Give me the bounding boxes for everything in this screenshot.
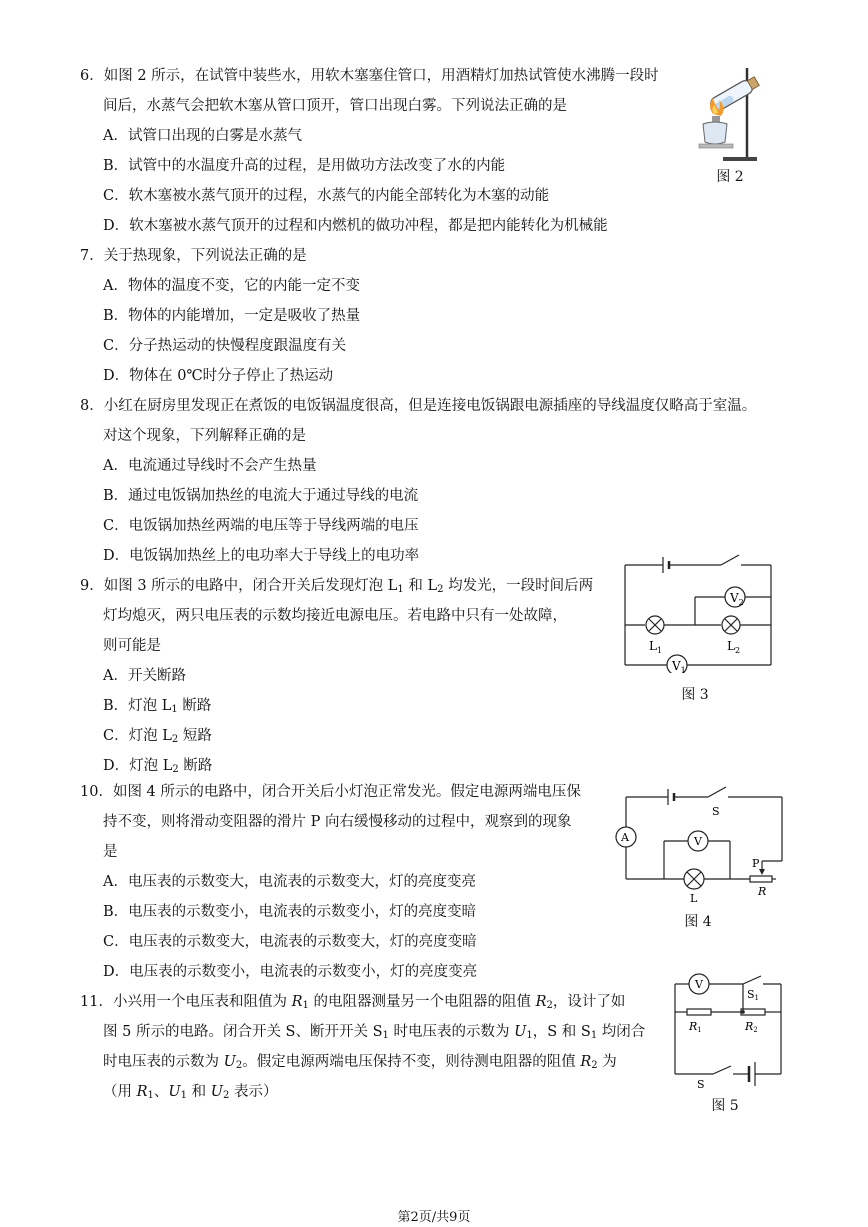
q8-stem-line1: 8．小红在厨房里发现正在煮饭的电饭锅温度很高，但是连接电饭锅跟电源插座的导线温度仅略高于室温。 — [80, 398, 757, 414]
fig5-s-label: S — [697, 1078, 705, 1090]
fig4-ammeter-label: A — [621, 831, 629, 844]
q10-option-d: D．电压表的示数变小，电流表的示数变小，灯的亮度变亮 — [103, 964, 478, 980]
q6-option-d: D．软木塞被水蒸气顶开的过程和内燃机的做功冲程，都是把内能转化为机械能 — [103, 218, 608, 234]
q7-option-d: D．物体在 0℃时分子停止了热运动 — [103, 368, 334, 384]
q10-option-a: A．电压表的示数变大，电流表的示数变大，灯的亮度变亮 — [103, 874, 476, 890]
figure-4-circuit — [612, 785, 792, 905]
q10-stem-line2: 持不变，则将滑动变阻器的滑片 P 向右缓慢移动的过程中，观察到的现象 — [103, 814, 572, 830]
fig3-v1-label: $V_1$ — [672, 659, 686, 673]
page-footer: 第2页/共9页 — [397, 1210, 471, 1225]
q8-option-a: A．电流通过导线时不会产生热量 — [103, 458, 317, 474]
q6-option-c: C．软木塞被水蒸气顶开的过程，水蒸气的内能全部转化为木塞的动能 — [103, 188, 550, 204]
q8-option-d: D．电饭锅加热丝上的电功率大于导线上的电功率 — [103, 548, 420, 564]
q9-stem-line1: 9．如图 3 所示的电路中，闭合开关后发现灯泡 $L_1$ 和 $L_2$ 均发光，一段时间后两 — [80, 578, 594, 595]
q10-option-c: C．电压表的示数变大，电流表的示数变大，灯的亮度变暗 — [103, 934, 477, 950]
fig4-lamp-label: L — [690, 892, 698, 905]
q9-option-c: C．灯泡 $L_2$ 短路 — [103, 728, 212, 745]
q7-option-a: A．物体的温度不变，它的内能一定不变 — [103, 278, 360, 294]
fig3-l1-label: $L_1$ — [649, 639, 663, 655]
q10-option-b: B．电压表的示数变小，电流表的示数变小，灯的亮度变暗 — [103, 904, 477, 920]
q8-stem-line2: 对这个现象，下列解释正确的是 — [103, 428, 306, 444]
q9-stem-line2: 灯均熄灭，两只电压表的示数均接近电源电压。若电路中只有一处故障， — [103, 608, 567, 624]
fig3-l2-label: $L_2$ — [727, 639, 741, 655]
figure-5-circuit — [665, 970, 795, 1090]
fig4-switch-label: S — [712, 805, 720, 818]
fig4-voltmeter-label: V — [694, 835, 702, 848]
fig5-r1-label: R1 — [689, 1020, 702, 1034]
figure-3-caption: 图 3 — [681, 687, 709, 703]
q7-option-b: B．物体的内能增加，一定是吸收了热量 — [103, 308, 361, 324]
q10-stem-line1: 10．如图 4 所示的电路中，闭合开关后小灯泡正常发光。假定电源两端电压保 — [80, 784, 581, 800]
figure-5-caption: 图 5 — [711, 1098, 739, 1114]
q6-stem-line1: 6．如图 2 所示，在试管中装些水，用软木塞塞住管口，用酒精灯加热试管使水沸腾一段时 — [80, 68, 659, 84]
fig4-slider-label: P — [752, 857, 760, 870]
fig3-v2-label: $V_2$ — [730, 591, 744, 607]
q6-option-a: A．试管口出现的白雾是水蒸气 — [103, 128, 302, 144]
q11-stem-line4: （用 $R_1$、$U_1$ 和 $U_2$ 表示） — [103, 1084, 278, 1101]
figure-2-caption: 图 2 — [716, 169, 744, 185]
q10-stem-line3: 是 — [103, 844, 118, 860]
q9-option-b: B．灯泡 $L_1$ 断路 — [103, 698, 212, 715]
q9-option-d: D．灯泡 $L_2$ 断路 — [103, 758, 213, 775]
q6-option-b: B．试管中的水温度升高的过程，是用做功方法改变了水的内能 — [103, 158, 506, 174]
q9-option-a: A．开关断路 — [103, 668, 186, 684]
q6-stem-line2: 间后，水蒸气会把软木塞从管口顶开，管口出现白雾。下列说法正确的是 — [103, 98, 567, 114]
figure-4-caption: 图 4 — [684, 914, 712, 930]
q7-option-c: C．分子热运动的快慢程度跟温度有关 — [103, 338, 347, 354]
q8-option-b: B．通过电饭锅加热丝的电流大于通过导线的电流 — [103, 488, 419, 504]
q11-stem-line3: 时电压表的示数为 $U_2$。假定电源两端电压保持不变，则待测电阻器的阻值 $R_2$ 为 — [103, 1054, 617, 1071]
q9-stem-line3: 则可能是 — [103, 638, 161, 654]
fig5-voltmeter-label: V — [695, 978, 703, 991]
fig5-r2-label: R2 — [745, 1020, 758, 1034]
q11-stem-line1: 11．小兴用一个电压表和阻值为 $R_1$ 的电阻器测量另一个电阻器的阻值 $R_2$，设计了如 — [80, 994, 626, 1011]
q8-option-c: C．电饭锅加热丝两端的电压等于导线两端的电压 — [103, 518, 419, 534]
q11-stem-line2: 图 5 所示的电路。闭合开关 S、断开开关 $S_1$ 时电压表的示数为 $U_1$，S 和 $S_1$ 均闭合 — [103, 1024, 646, 1041]
figure-3-circuit — [615, 553, 780, 673]
fig4-rheostat-label: R — [758, 885, 767, 898]
q7-stem: 7．关于热现象，下列说法正确的是 — [80, 248, 307, 264]
figure-2-test-tube — [695, 66, 765, 166]
fig5-s1-label: S1 — [747, 988, 760, 1002]
